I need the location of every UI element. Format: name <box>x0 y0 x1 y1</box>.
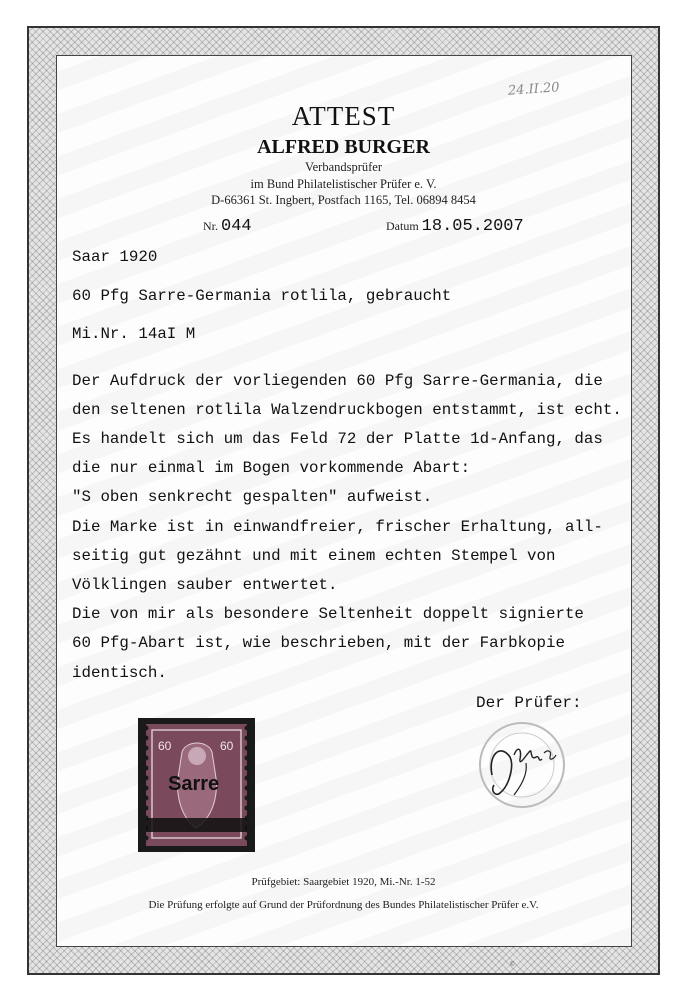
examiner-seal-with-signature <box>470 715 580 825</box>
date-value: 18.05.2007 <box>421 217 524 236</box>
body-line: den seltenen rotlila Walzendruckbogen entstammt, ist echt. <box>72 401 622 419</box>
stamp-value-right: 60 <box>220 739 234 753</box>
certificate-date <box>386 217 524 236</box>
item-line-description: 60 Pfg Sarre-Germania rotlila, gebraucht <box>72 287 452 305</box>
body-line: 60 Pfg-Abart ist, wie beschrieben, mit der Farbkopie <box>72 634 565 652</box>
footer-exam-rule: Die Prüfung erfolgte auf Grund der Prüfordnung des Bundes Philatelistischer Prüfer e.V. <box>148 899 539 911</box>
footer-exam-area: Prüfgebiet: Saargebiet 1920, Mi.-Nr. 1-52 <box>251 876 436 888</box>
body-line: Die von mir als besondere Seltenheit doppelt signierte <box>72 605 584 623</box>
examiner-label: Der Prüfer: <box>476 694 582 712</box>
body-line: identisch. <box>72 664 167 682</box>
examiner-name: ALFRED BURGER <box>257 136 430 158</box>
body-line: "S oben senkrecht gespalten" aufweist. <box>72 488 433 506</box>
examiner-address: D-66361 St. Ingbert, Postfach 1165, Tel. 06894 8454 <box>211 193 476 207</box>
body-line: Es handelt sich um das Feld 72 der Platte 1d-Anfang, das <box>72 430 603 448</box>
certificate-title: ATTEST <box>291 101 396 131</box>
body-line: Die Marke ist in einwandfreier, frischer Erhaltung, all- <box>72 518 603 536</box>
stamp-image <box>138 718 255 852</box>
body-line: seitig gut gezähnt und mit einem echten Stempel von <box>72 547 556 565</box>
body-line: Der Aufdruck der vorliegenden 60 Pfg Sarre-Germania, die <box>72 372 603 390</box>
certificate-number <box>203 217 252 236</box>
examiner-association: im Bund Philatelistischer Prüfer e. V. <box>250 177 437 191</box>
security-microtext <box>510 962 515 968</box>
handwritten-note: 24.II.20 <box>507 80 561 99</box>
body-line: die nur einmal im Bogen vorkommende Abart: <box>72 459 471 477</box>
copyright-icon: © <box>510 962 515 968</box>
date-label: Datum <box>386 219 419 233</box>
stamp-value-left: 60 <box>158 739 172 753</box>
stamp-overprint: Sarre <box>168 773 220 795</box>
nr-label: Nr. <box>203 219 218 233</box>
item-line-issue: Saar 1920 <box>72 248 158 266</box>
nr-value: 044 <box>221 217 252 236</box>
item-line-catalog: Mi.Nr. 14aI M <box>72 325 196 343</box>
body-line: Völklingen sauber entwertet. <box>72 576 338 594</box>
examiner-role: Verbandsprüfer <box>304 160 383 174</box>
